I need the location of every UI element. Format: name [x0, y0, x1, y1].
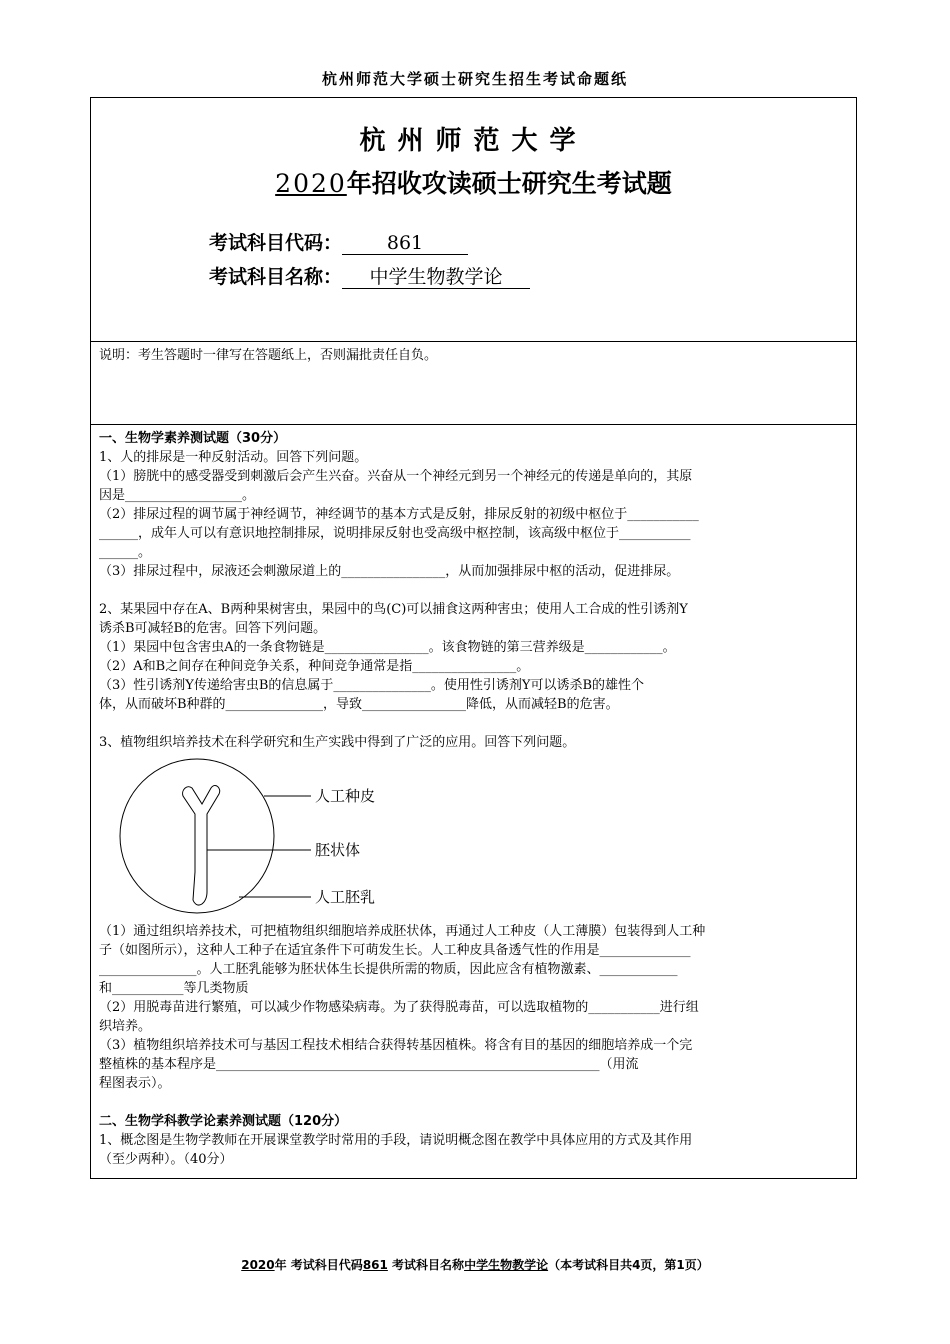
section-heading: 二、生物学科教学论素养测试题（120分）	[99, 1114, 348, 1129]
question-line: 1、人的排尿是一种反射活动。回答下列问题。	[99, 450, 368, 465]
seed-coat-circle	[120, 759, 274, 913]
embryoid-shape	[183, 786, 220, 906]
question-line: （3）植物组织培养技术可与基因工程技术相结合获得转基因植株。将含有目的基因的细胞培养成一个完	[99, 1038, 693, 1053]
question-line: 织培养。	[99, 1019, 152, 1034]
question-line: 和___________等几类物质	[99, 981, 249, 996]
artificial-seed-figure	[99, 752, 851, 922]
exam-frame	[90, 97, 857, 1179]
subject-name-label: 考试科目名称：	[209, 266, 343, 288]
question-line: 程图表示）。	[99, 1076, 171, 1091]
subject-name-value: 中学生物教学论	[342, 266, 530, 289]
question-line: 诱杀B可减轻B的危害。回答下列问题。	[99, 621, 327, 636]
question-line: 1、概念图是生物学教师在开展课堂教学时常用的手段，请说明概念图在教学中具体应用的方式及其作用	[99, 1133, 693, 1148]
footer-pages: （本考试科目共4页，第1页）	[548, 1258, 709, 1272]
footer-subject: 中学生物教学论	[464, 1258, 549, 1272]
exam-year: 2020	[275, 169, 347, 198]
question-line: （至少两种）。（40分）	[99, 1152, 233, 1167]
subject-code-label: 考试科目代码：	[209, 232, 343, 254]
footer-text: 考试科目名称	[387, 1258, 465, 1272]
question-line: _______________。人工胚乳能够为胚状体生长提供所需的物质，因此应含有植物激素、____________	[99, 962, 678, 977]
question-line: 2、某果园中存在A、B两种果树害虫，果园中的鸟(C)可以捕食这两种害虫；使用人工合成的性引诱剂Y	[99, 602, 688, 617]
divider	[91, 424, 856, 425]
page-header: 杭州师范大学硕士研究生招生考试命题纸	[321, 70, 628, 88]
question-content	[99, 429, 851, 1169]
question-line: （2）排尿过程的调节属于神经调节，神经调节的基本方式是反射，排尿反射的初级中枢位于___________	[99, 507, 699, 522]
label-artificial-seed-coat: 人工种皮	[315, 787, 376, 805]
exam-title-text: 年招收攻读硕士研究生考试题	[346, 169, 672, 198]
label-artificial-endosperm: 人工胚乳	[315, 888, 376, 906]
question-line: （3）性引诱剂Y传递给害虫B的信息属于_______________。使用性引诱剂Y可以诱杀B的雄性个	[99, 678, 645, 693]
question-line: （1）通过组织培养技术，可把植物组织细胞培养成胚状体，再通过人工种皮（人工薄膜）包装得到人工种	[99, 924, 706, 939]
question-line: （2）用脱毒苗进行繁殖，可以减少作物感染病毒。为了获得脱毒苗，可以选取植物的___________进行组	[99, 1000, 699, 1015]
university-title: 杭州师范大学	[359, 126, 588, 156]
page-footer	[0, 1256, 950, 1273]
subject-code-row	[209, 228, 468, 255]
footer-text: 年 考试科目代码	[274, 1258, 363, 1272]
question-line: 因是__________________。	[99, 488, 256, 503]
subject-name-row	[209, 262, 530, 289]
section-heading: 一、生物学素养测试题（30分）	[99, 431, 287, 446]
question-line: （1）膀胱中的感受器受到刺激后会产生兴奋。兴奋从一个神经元到另一个神经元的传递是单向的，其原	[99, 469, 693, 484]
question-line: 子（如图所示），这种人工种子在适宜条件下可萌发生长。人工种皮具备透气性的作用是______________	[99, 943, 691, 958]
question-line: （1）果园中包含害虫A的一条食物链是________________。该食物链的第三营养级是____________。	[99, 640, 676, 655]
question-line: 体，从而破坏B种群的_______________，导致________________降低，从而减轻B的危害。	[99, 697, 619, 712]
question-line: 整植株的基本程序是___________________________________________________________（用流	[99, 1057, 639, 1072]
instructions-note: 说明：考生答题时一律写在答题纸上，否则漏批责任自负。	[99, 348, 438, 363]
question-line: ______。	[99, 545, 152, 560]
exam-title	[91, 164, 856, 200]
question-line: ______，成年人可以有意识地控制排尿，说明排尿反射也受高级中枢控制，该高级中枢位于___________	[99, 526, 691, 541]
question-line: （3）排尿过程中，尿液还会刺激尿道上的________________，从而加强排尿中枢的活动，促进排尿。	[99, 564, 680, 579]
label-embryoid: 胚状体	[315, 841, 361, 859]
subject-code-value: 861	[342, 232, 468, 255]
footer-year: 2020	[241, 1258, 275, 1272]
divider	[91, 341, 856, 342]
artificial-seed-diagram	[99, 752, 419, 922]
question-line: 3、植物组织培养技术在科学研究和生产实践中得到了广泛的应用。回答下列问题。	[99, 735, 576, 750]
question-line: （2）A和B之间存在种间竞争关系，种间竞争通常是指________________。	[99, 659, 530, 674]
footer-code: 861	[362, 1258, 388, 1272]
